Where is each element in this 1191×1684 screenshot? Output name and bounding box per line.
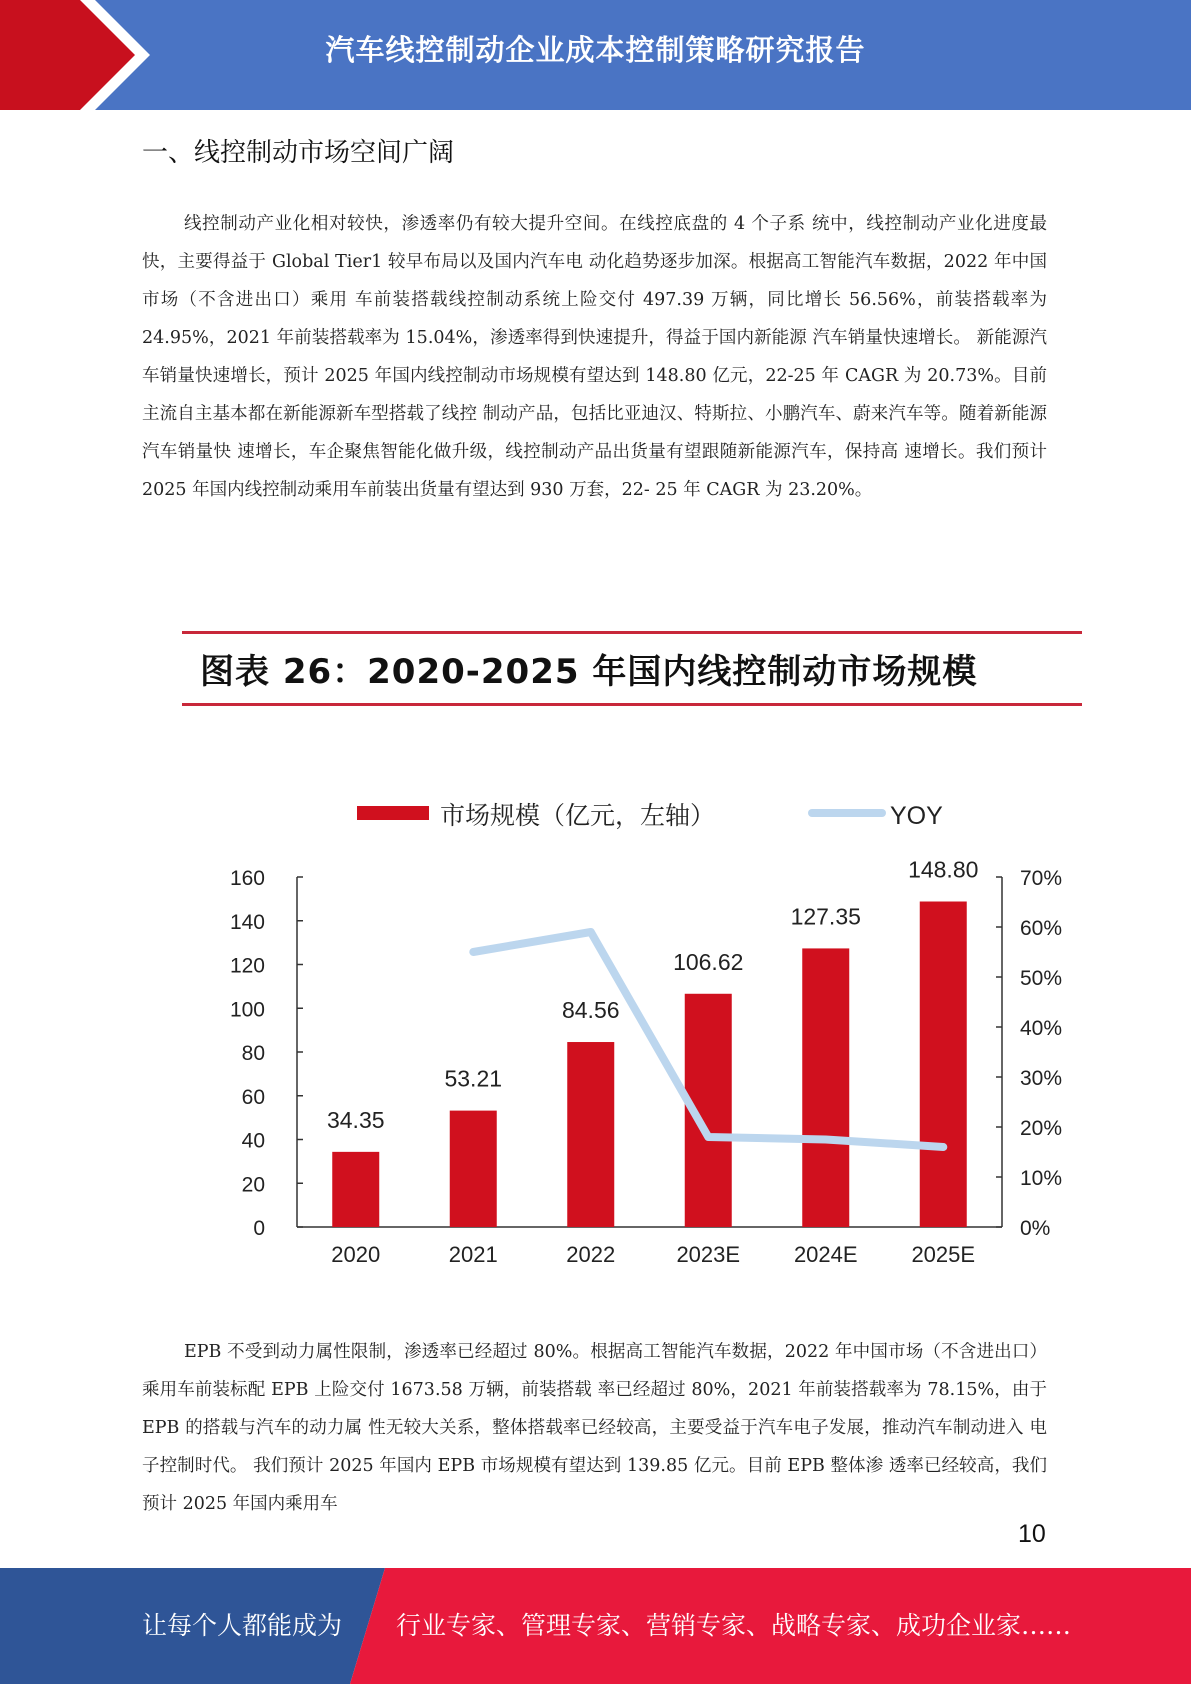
section-heading: 一、线控制动市场空间广阔 (142, 138, 455, 168)
x-tick-label: 2020 (331, 1242, 381, 1267)
page-header (0, 0, 1191, 110)
right-tick-label: 50% (1020, 967, 1063, 990)
left-tick-label: 160 (229, 867, 265, 890)
left-tick-label: 0 (253, 1217, 265, 1240)
figure-title: 图表 26：2020-2025 年国内线控制动市场规模 (200, 652, 978, 692)
legend-bar-label: 市场规模（亿元，左轴） (440, 801, 716, 830)
x-tick-label: 2022 (566, 1242, 616, 1267)
right-tick-label: 20% (1020, 1117, 1063, 1140)
market-size-chart (182, 770, 1082, 1270)
x-tick-label: 2024E (793, 1242, 858, 1267)
bar-2021 (450, 1111, 497, 1227)
x-tick-label: 2023E (676, 1242, 741, 1267)
x-tick-label: 2021 (448, 1242, 498, 1267)
left-tick-label: 100 (229, 998, 265, 1022)
bar-2020 (332, 1152, 379, 1227)
page-number: 10 (1018, 1520, 1046, 1548)
x-tick-label: 2025E (911, 1242, 976, 1267)
footer-slogan-right: 行业专家、管理专家、营销专家、战略专家、成功企业家…… (396, 1611, 1072, 1640)
bar-2025E (920, 902, 967, 1228)
bar-data-label: 53.21 (444, 1065, 503, 1092)
left-tick-label: 60 (241, 1085, 265, 1109)
right-tick-label: 30% (1020, 1067, 1063, 1090)
right-tick-label: 10% (1020, 1167, 1063, 1190)
left-tick-label: 120 (229, 954, 265, 978)
right-tick-label: 40% (1020, 1017, 1063, 1040)
bar-data-label: 106.62 (673, 948, 744, 975)
page-footer (0, 1568, 1191, 1684)
body-paragraph-2: EPB 不受到动力属性限制，渗透率已经超过 80%。根据高工智能汽车数据，2022 年中国市场（不含进出口）乘用车前装标配 EPB 上险交付 1673.58 万辆，前装搭载 率已经超过 80%，2021 年前装搭载率为 78.15%，由于 EPB 的搭载与汽车的动力属 性无较大关系，整体搭载率已经较高，主要受益于汽车电子发展，推动汽车制动进入 电子控制时代。 我们预计 2025 年国内 EPB 市场规模有望达到 139.85 亿元。目前 EPB 整体渗 透率已经较高，我们预计 2025 年国内乘用车 (142, 1342, 1047, 1514)
left-tick-label: 80 (241, 1042, 265, 1065)
left-tick-label: 20 (241, 1173, 265, 1197)
legend-line-label: YOY (890, 802, 943, 830)
bar-2024E (802, 948, 849, 1227)
right-tick-label: 60% (1020, 917, 1063, 940)
footer-slogan-left: 让每个人都能成为 (142, 1611, 343, 1640)
figure-title-bottom-rule (182, 703, 1082, 706)
figure-title-top-rule (182, 631, 1082, 634)
bar-data-label: 127.35 (790, 903, 861, 930)
right-tick-label: 70% (1020, 867, 1063, 890)
document-title: 汽车线控制动企业成本控制策略研究报告 (325, 33, 866, 67)
bar-data-label: 84.56 (561, 997, 620, 1024)
bar-data-label: 34.35 (326, 1106, 385, 1133)
left-tick-label: 140 (229, 910, 265, 934)
legend-bar-swatch (357, 806, 429, 820)
left-tick-label: 40 (241, 1129, 265, 1153)
bar-2022 (567, 1042, 614, 1227)
bar-data-label: 148.80 (908, 856, 979, 883)
right-tick-label: 0% (1020, 1217, 1051, 1240)
body-paragraph-1: 线控制动产业化相对较快，渗透率仍有较大提升空间。在线控底盘的 4 个子系 统中，线控制动产业化进度最快，主要得益于 Global Tier1 较早布局以及国内汽车电 动化趋势逐步加深。根据高工智能汽车数据，2022 年中国市场（不含进出口）乘用 车前装搭载线控制动系统上险交付 497.39 万辆，同比增长 56.56%，前装搭载率为 24.95%，2021 年前装搭载率为 15.04%，渗透率得到快速提升，得益于国内新能源 汽车销量快速增长。 新能源汽车销量快速增长，预计 2025 年国内线控制动市场规模有望达到 148.80 亿元，22-25 年 CAGR 为 20.73%。目前主流自主基本都在新能源新车型搭载了线控 制动产品，包括比亚迪汉、特斯拉、小鹏汽车、蔚来汽车等。随着新能源汽车销量快 速增长，车企聚焦智能化做升级，线控制动产品出货量有望跟随新能源汽车，保持高 速增长。我们预计 2025 年国内线控制动乘用车前装出货量有望达到 930 万套，22- 25 年 CAGR 为 23.20%。 (142, 214, 1047, 500)
